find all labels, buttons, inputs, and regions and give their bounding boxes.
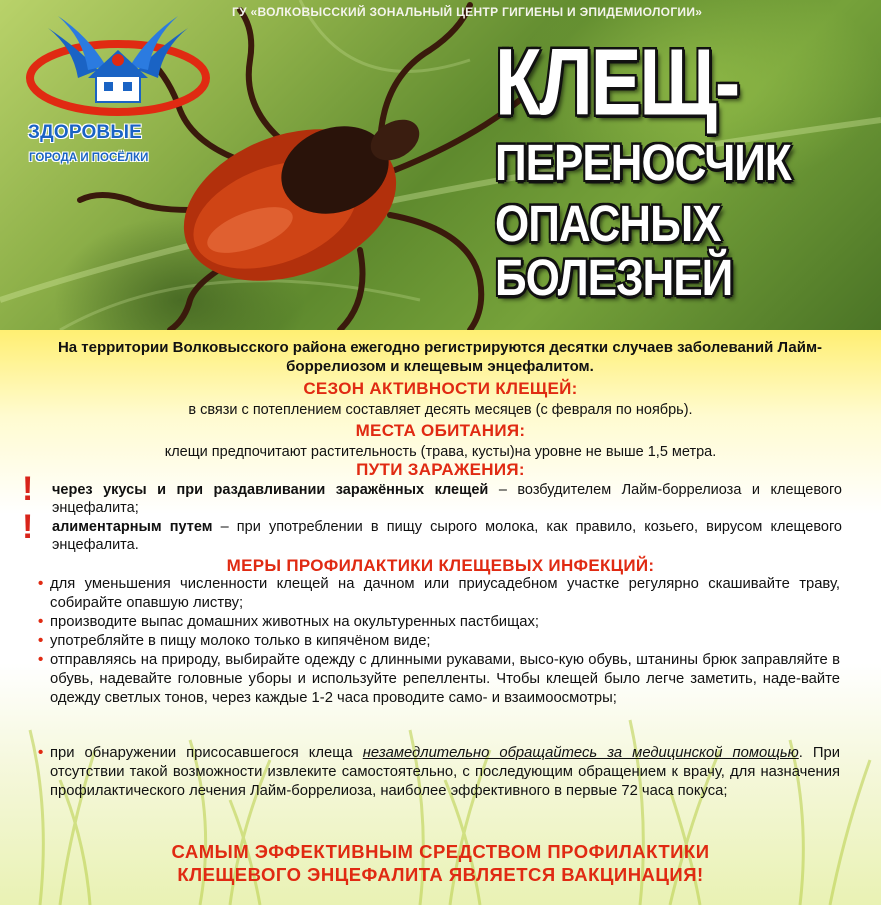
poster-title-line-3: ОПАСНЫХ [495, 196, 721, 253]
bullet-icon: • [38, 613, 44, 630]
intro-text: На территории Волковысского района ежегодно регистрируются десятки случаев заболеваний Лайм-боррелиозом и клещевым энцефалитом. [57, 339, 823, 375]
prevention-item-medical-start: при обнаружении присосавшегося клеща [50, 745, 363, 761]
infection-item-food-text: – при употреблении в пищу сырого молока, как правило, козьего, вирусом клещевого энцефалита. [52, 519, 842, 553]
prevention-item-medical-emphasis: незамедлительно обращайтесь за медицинской помощью [362, 745, 799, 761]
prevention-heading: МЕРЫ ПРОФИЛАКТИКИ КЛЕЩЕВЫХ ИНФЕКЦИЙ: [226, 556, 655, 575]
house-with-bird-wings-logo-icon [18, 8, 218, 128]
infection-item-bite [52, 481, 842, 517]
vaccination-callout-line-1: САМЫМ ЭФФЕКТИВНЫМ СРЕДСТВОМ ПРОФИЛАКТИКИ [171, 841, 710, 862]
organization-name: ГУ «ВОЛКОВЫССКИЙ ЗОНАЛЬНЫЙ ЦЕНТР ГИГИЕНЫ И ЭПИДЕМИОЛОГИИ» [232, 5, 703, 19]
exclamation-icon: ! [22, 508, 34, 546]
poster-title-line-4: БОЛЕЗНЕЙ [495, 250, 733, 307]
logo-title: ЗДОРОВЫЕ [28, 122, 143, 143]
infection-item-food [52, 518, 842, 554]
prevention-item-medical-end: . При отсутствии такой возможности извлеките самостоятельно, с последующим обращением к врачу, для назначения профилактического лечения Лайм-боррелиоза, наиболее эффективного в первые 72 часа покуса; [50, 745, 840, 799]
habitat-text: клещи предпочитают растительность (трава, кусты)на уровне не выше 1,5 метра. [164, 444, 717, 460]
prevention-item-clothing: отправляясь на природу, выбирайте одежду с длинными рукавами, высо-кую обувь, штанины брюк заправляйте в обувь, надевайте головные уборы и используйте репелленты. Чтобы клещей было легче заметить, наде-вайте одежду светлых тонов, через каждые 1-2 часа проводите само- и взаимоосмотры; [50, 652, 840, 706]
logo-subtitle: ГОРОДА И ПОСЁЛКИ [29, 152, 149, 164]
bullet-icon: • [38, 744, 44, 761]
prevention-item-milk: употребляйте в пищу молоко только в кипячёном виде; [50, 633, 431, 649]
infection-item-bite-bold: через укусы и при раздавливании заражённых клещей [52, 482, 489, 498]
season-heading: СЕЗОН АКТИВНОСТИ КЛЕЩЕЙ: [303, 379, 578, 398]
exclamation-icon: ! [22, 470, 34, 508]
prevention-item-pasture: производите выпас домашних животных на окультуренных пастбищах; [50, 614, 539, 630]
season-text: в связи с потеплением составляет десять месяцев (с февраля по ноябрь). [188, 402, 693, 418]
infection-heading: ПУТИ ЗАРАЖЕНИЯ: [356, 460, 525, 479]
infection-item-bite-text: – возбудителем Лайм-боррелиоза и клещевого энцефалита; [52, 482, 842, 516]
bullet-icon: • [38, 651, 44, 668]
poster-title-line-2: ПЕРЕНОСЧИК [495, 135, 791, 192]
prevention-item-mow: для уменьшения численности клещей на дачном или приусадебном участке регулярно скашивайте траву, собирайте опавшую листву; [50, 576, 840, 611]
poster-title-line-1: КЛЕЩ- [495, 29, 739, 136]
header-photo [0, 0, 881, 330]
vaccination-callout-line-2: КЛЕЩЕВОГО ЭНЦЕФАЛИТА ЯВЛЯЕТСЯ ВАКЦИНАЦИЯ! [177, 864, 704, 885]
infection-item-food-bold: алиментарным путем [52, 519, 213, 535]
habitat-heading: МЕСТА ОБИТАНИЯ: [355, 421, 526, 440]
bullet-icon: • [38, 632, 44, 649]
poster-body [0, 330, 881, 905]
prevention-item-medical [50, 744, 840, 801]
bullet-icon: • [38, 575, 44, 592]
